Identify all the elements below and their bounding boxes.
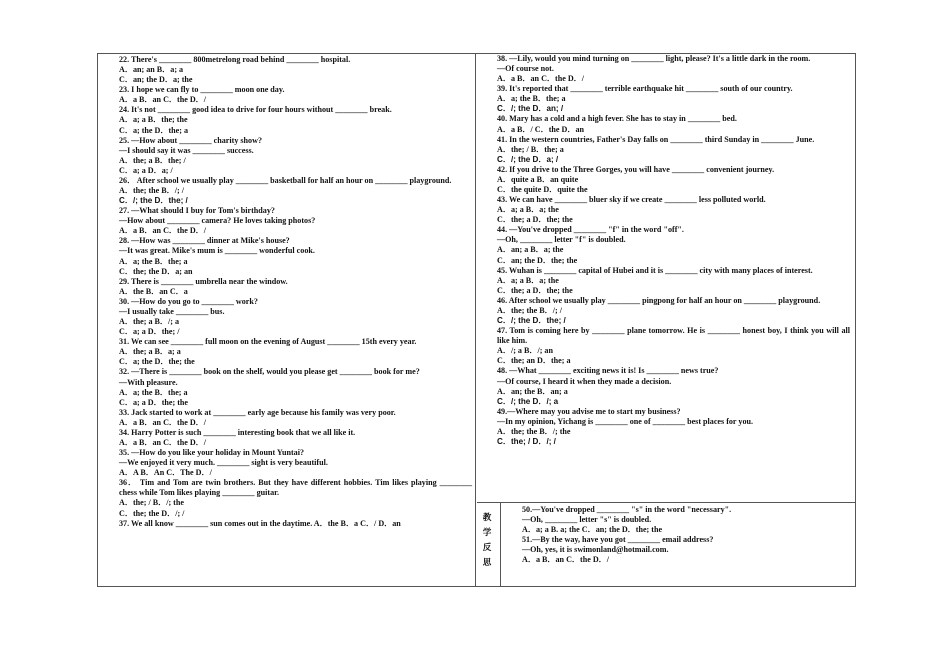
answer-options: C．an; the D．a; the [119, 75, 193, 85]
question-line: 32. —There is ________ book on the shelf, would you please get ________ book for me? [119, 367, 420, 377]
answer-options: A．/; a B．/; an [497, 346, 553, 356]
answer-options: A．the; / B．/; the [119, 498, 184, 508]
question-line: 47. Tom is coming here by ________ plane tomorrow. He is ________ honest boy, I think you will all like him. [497, 326, 850, 346]
question-line: 27. —What should I buy for Tom's birthday? [119, 206, 275, 216]
question-line: 29. There is ________ umbrella near the window. [119, 276, 288, 286]
answer-options: A．a; a B．the; the [119, 115, 188, 125]
question-line: 34. Harry Potter is such ________ interesting book that we all like it. [119, 427, 356, 437]
question-line: 41. In the western countries, Father's Day falls on ________ third Sunday in ________ June. [497, 134, 815, 144]
answer-options: C．the; an D．the; a [497, 356, 571, 366]
question-line: —In my opinion, Yichang is ________ one of ________ best places for you. [497, 416, 754, 426]
question-line: —We enjoyed it very much. ________ sight is very beautiful. [119, 458, 328, 468]
answer-options: C．/; the D．a; / [497, 154, 559, 164]
column-divider [475, 53, 476, 587]
answer-options: C．the; a D．the; the [497, 215, 573, 225]
answer-options: C．a; a D．the; the [119, 397, 189, 407]
answer-options: A．the; a B．the; / [119, 155, 186, 165]
answer-options: A．a B．an C．the D．/ [119, 226, 207, 236]
reflection-label-char: 教 [482, 512, 492, 522]
question-line: —With pleasure. [119, 377, 178, 387]
question-line: —I usually take ________ bus. [119, 306, 225, 316]
question-line: 42. If you drive to the Three Gorges, you will have ________ convenient journey. [497, 164, 775, 174]
answer-options: A．a B．an C．the D．/ [119, 417, 207, 427]
question-line: —How about ________ camera? He loves taking photos? [119, 216, 316, 226]
reflection-label-char: 反 [482, 542, 492, 552]
question-line: 39. It's reported that ________ terrible earthquake hit ________ south of our country. [497, 84, 793, 94]
answer-options: A．the; / B．the; a [497, 144, 564, 154]
reflection-label-char: 学 [482, 527, 492, 537]
answer-options: C．the; a D．the; the [497, 285, 573, 295]
question-line: 43. We can have ________ bluer sky if we create ________ less polluted world. [497, 195, 766, 205]
answer-options: C．/; the D．the; / [497, 316, 566, 326]
reflection-line: 51.—By the way, have you got ________ email address? [522, 535, 714, 545]
answer-options: A．a; a B．a; the [497, 275, 559, 285]
answer-options: A．the; a B．/; a [119, 317, 180, 327]
question-line: 24. It's not ________ good idea to drive for four hours without ________ break. [119, 105, 392, 115]
question-line: 22. There's ________ 800metrelong road behind ________ hospital. [119, 55, 351, 64]
reflection-label [480, 510, 494, 570]
answer-options: A．an; the B．an; a [497, 386, 568, 396]
question-line: 36． Tim and Tom are twin brothers. But they have different hobbies. Tim likes playing ________ chess while Tom likes playing ________ guitar. [119, 478, 472, 498]
reflection-line: A．a; a B. a; the C．an; the D．the; the [522, 525, 663, 535]
question-line: 33. Jack started to work at ________ early age because his family was very poor. [119, 407, 396, 417]
answer-options: A．a B．an C．the D．/ [119, 437, 207, 447]
question-line: —It was great. Mike's mum is ________ wonderful cook. [119, 246, 315, 256]
answer-options: C．the quite D．quite the [497, 185, 588, 195]
answer-options: C．a; a D．a; / [119, 165, 173, 175]
reflection-label-divider [500, 502, 501, 587]
answer-options: C．/; the D．/; a [497, 396, 559, 406]
answer-options: A．a; the B．the; a [119, 387, 188, 397]
answer-options: C．/; the D．an; / [497, 104, 564, 114]
answer-options: C．a; the D．the; the [119, 357, 195, 367]
answer-options: A．the; a B．a; a [119, 347, 181, 357]
answer-options: A．the; the B．/; / [497, 305, 562, 315]
question-line: 48. —What ________ exciting news it is! Is ________ news true? [497, 366, 719, 376]
question-line: 49.—Where may you advise me to start my business? [497, 406, 681, 416]
answer-options: A．A B．An C．The D．/ [119, 468, 212, 478]
answer-options: A．a B．an C．the D．/ [497, 74, 585, 84]
question-line: 28. —How was ________ dinner at Mike's house? [119, 236, 290, 246]
question-line: 26． After school we usually play ________ basketball for half an hour on ________ playground. [119, 175, 452, 185]
question-line: 45. Wuhan is ________ capital of Hubei and it is ________ city with many places of interest. [497, 265, 813, 275]
reflection-divider [477, 502, 855, 503]
question-line: —Of course, I heard it when they made a decision. [497, 376, 672, 386]
question-line: 40. Mary has a cold and a high fever. She has to stay in ________ bed. [497, 114, 737, 124]
reflection-line: A．a B．an C．the D．/ [522, 555, 610, 565]
question-line: —I should say it was ________ success. [119, 145, 254, 155]
question-line: 23. I hope we can fly to ________ moon one day. [119, 85, 285, 95]
answer-options: A．a; the B．the; a [497, 94, 566, 104]
reflection-line: 50.—You've dropped ________ "s" in the word "necessary". [522, 505, 732, 514]
answer-options: A．a B．an C．the D．/ [119, 95, 207, 105]
answer-options: C．the; the D．/; / [119, 508, 185, 518]
reflection-label-char: 思 [482, 557, 492, 567]
question-line: 30. —How do you go to ________ work? [119, 296, 258, 306]
question-line: 44. —You've dropped ________ "f" in the word "off". [497, 225, 684, 235]
question-line: 46. After school we usually play ________ pingpong for half an hour on ________ playground. [497, 295, 821, 305]
answer-options: A．an; an B．a; a [119, 65, 184, 75]
left-column [103, 55, 472, 529]
answer-options: A．a; the B．the; a [119, 256, 188, 266]
question-line: 37. We all know ________ sun comes out in the daytime. A．the B．a C．/ D．an [119, 518, 401, 528]
question-line: 25. —How about ________ charity show? [119, 135, 262, 145]
answer-options: A．a B．/ C．the D．an [497, 124, 585, 134]
reflection-content [522, 505, 852, 565]
question-line: 35. —How do you like your holiday in Mount Yuntai? [119, 448, 305, 458]
reflection-line: —Oh, yes, it is swimonland@hotmail.com. [522, 545, 669, 555]
answer-options: A．the; the B．/; the [497, 426, 571, 436]
question-line: —Of course not. [497, 64, 554, 74]
answer-options: C．a; a D．the; / [119, 327, 180, 337]
answer-options: A．an; a B．a; the [497, 245, 564, 255]
right-column [481, 54, 850, 447]
answer-options: A．the B．an C．a [119, 286, 188, 296]
answer-options: C．the; the D．a; an [119, 266, 193, 276]
reflection-line: —Oh, ________ letter "s" is doubled. [522, 515, 652, 525]
answer-options: C．an; the D．the; the [497, 255, 578, 265]
answer-options: C．/; the D．the; / [119, 196, 188, 206]
answer-options: C．a; the D．the; a [119, 125, 189, 135]
answer-options: A．a; a B．a; the [497, 205, 559, 215]
question-line: 38. —Lily, would you mind turning on ________ light, please? It's a little dark in the room. [497, 54, 811, 63]
question-line: 31. We can see ________ full moon on the evening of August ________ 15th every year. [119, 337, 417, 347]
answer-options: A．quite a B．an quite [497, 174, 579, 184]
answer-options: C．the; / D．/; / [497, 436, 556, 446]
answer-options: A．the; the B．/; / [119, 186, 184, 196]
question-line: —Oh, ________ letter "f" is doubled. [497, 235, 626, 245]
